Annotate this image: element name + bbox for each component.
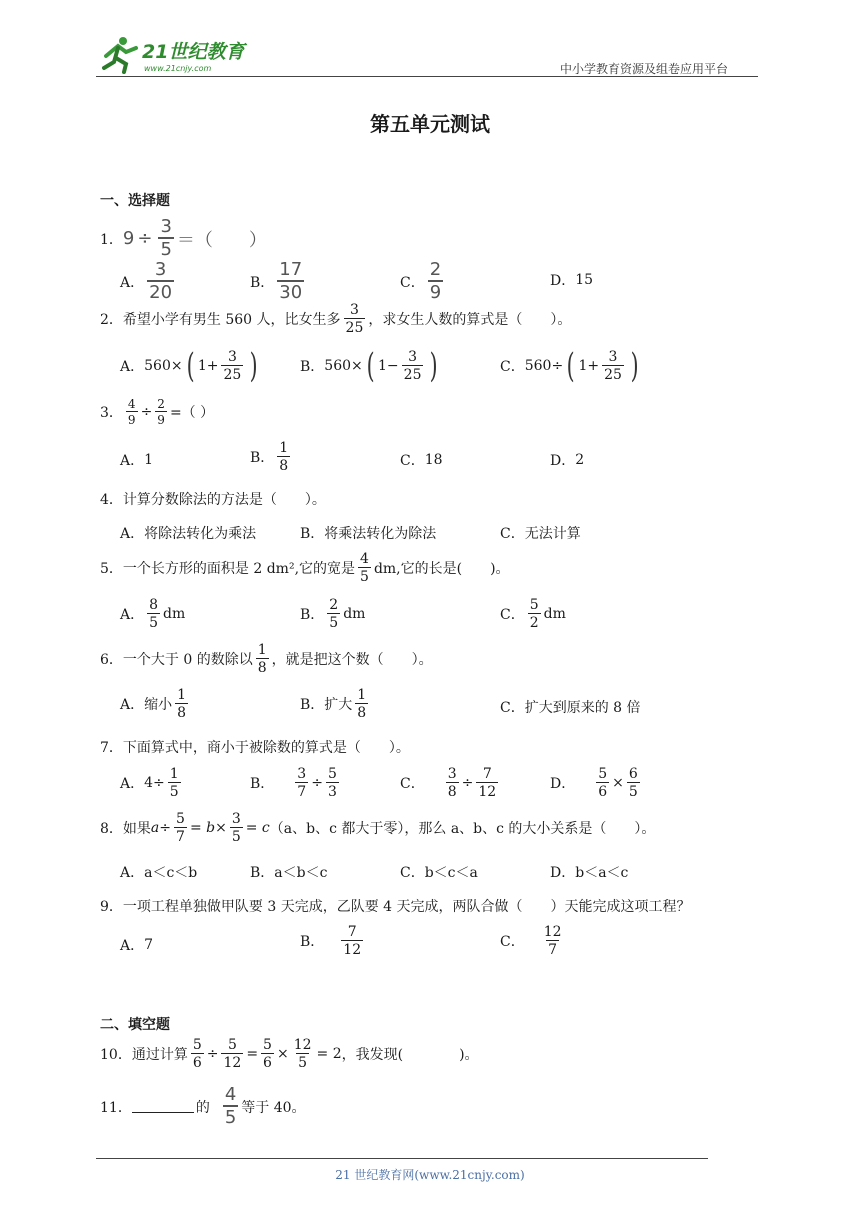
- q2-option-b[interactable]: B． 560× ( 1− $\frac{3}{25}$ ): [300, 346, 439, 386]
- question-2: 2．希望小学有男生 560 人，比女生多 $\frac{3}{25}$ ，求女生人数的算式是（ ）。: [100, 302, 572, 336]
- logo-text: 21世纪教育: [142, 41, 245, 63]
- question-5: 5．一个长方形的面积是 2 dm²,它的宽是 $\frac{4}{5}$ dm,它的长是( )。: [100, 551, 510, 585]
- question-7: 7．下面算式中，商小于被除数的算式是（ ）。: [100, 740, 410, 756]
- q6-option-a[interactable]: A． 缩小 $\frac{1}{8}$: [120, 687, 187, 721]
- q7-option-d[interactable]: D． $\frac{5}{6}$ × $\frac{6}{5}$: [550, 766, 638, 800]
- question-11: 11． 的 $\frac{4}{5}$ 等于 40。: [100, 1084, 306, 1128]
- question-9: 9．一项工程单独做甲队要 3 天完成，乙队要 4 天完成，两队合做（ ）天能完成这项工程？: [100, 899, 691, 915]
- q4-option-c[interactable]: C． 无法计算: [500, 526, 581, 542]
- q3-option-c[interactable]: C． 18: [400, 452, 443, 469]
- q1-option-b[interactable]: B． $\frac{17}{30}$: [250, 259, 303, 303]
- platform-label: 中小学教育资源及组卷应用平台: [560, 62, 729, 76]
- q9-option-c[interactable]: C． $\frac{12}{7}$: [500, 924, 562, 958]
- logo: [96, 34, 261, 74]
- q5-option-a[interactable]: A． $\frac{8}{5}$ dm: [120, 597, 186, 631]
- q4-option-a[interactable]: A． 将除法转化为乘法: [120, 526, 257, 542]
- q3-option-a[interactable]: A． 1: [120, 452, 154, 469]
- q9-option-a[interactable]: A． 7: [120, 937, 154, 954]
- q1-option-d[interactable]: D． 15: [550, 272, 594, 289]
- q5-option-c[interactable]: C． $\frac{5}{2}$ dm: [500, 597, 566, 631]
- q7-option-a[interactable]: A． 4÷ $\frac{1}{5}$: [120, 766, 179, 800]
- section-fill: 二、填空题: [100, 1017, 170, 1033]
- q6-option-b[interactable]: B． 扩大 $\frac{1}{8}$: [300, 687, 367, 721]
- answer-blank[interactable]: [132, 1100, 194, 1113]
- footer-text: 21 世纪教育网(www.21cnjy.com): [335, 1168, 525, 1182]
- page-title: 第五单元测试: [370, 112, 490, 136]
- logo-url: www.21cnjy.com: [144, 64, 212, 73]
- footer-divider: [96, 1158, 708, 1159]
- q7-option-b[interactable]: B． $\frac{3}{7}$ ÷ $\frac{5}{3}$: [250, 766, 337, 800]
- q4-option-b[interactable]: B． 将乘法转化为除法: [300, 526, 437, 542]
- q5-option-b[interactable]: B． $\frac{2}{5}$ dm: [300, 597, 366, 631]
- section-choice: 一、选择题: [100, 193, 170, 209]
- question-4: 4．计算分数除法的方法是（ ）。: [100, 492, 326, 508]
- header-divider: [96, 76, 758, 77]
- q2-option-a[interactable]: A． 560× ( 1+ $\frac{3}{25}$ ): [120, 346, 258, 386]
- question-6: 6．一个大于 0 的数除以 $\frac{1}{8}$ ，就是把这个数（ ）。: [100, 642, 433, 676]
- q8-option-a[interactable]: A． a＜c＜b: [120, 865, 198, 881]
- q6-option-c[interactable]: C． 扩大到原来的 8 倍: [500, 700, 641, 716]
- q1-option-a[interactable]: A． $\frac{3}{20}$: [120, 259, 173, 303]
- q9-option-b[interactable]: B． $\frac{7}{12}$: [300, 924, 362, 958]
- q2-option-c[interactable]: C． 560÷ ( 1+ $\frac{3}{25}$ ): [500, 346, 639, 386]
- question-10: 10．通过计算 $\frac{5}{6}$ ÷ $\frac{5}{12}$ = $\frac{5}{6}$ × $\frac{12}{5}$ = 2 ，我发现( )。: [100, 1037, 479, 1071]
- q3-option-b[interactable]: B． $\frac{1}{8}$: [250, 440, 289, 474]
- question-3: 3． $\frac{4}{9}$ ÷ $\frac{2}{9}$ =（ ）: [100, 397, 215, 427]
- q8-option-d[interactable]: D． b＜a＜c: [550, 865, 629, 881]
- q8-option-b[interactable]: B． a＜b＜c: [250, 865, 328, 881]
- q1-option-c[interactable]: C． $\frac{2}{9}$: [400, 259, 442, 303]
- question-8: 8．如果 a ÷ $\frac{5}{7}$ = b× $\frac{3}{5}$ = c （a、b、c 都大于零），那么 a、b、c 的大小关系是（ ）。: [100, 811, 656, 845]
- question-1: 1． 9 ÷ $\frac{3}{5}$ ＝（ ）: [100, 216, 267, 260]
- q8-option-c[interactable]: C． b＜c＜a: [400, 865, 478, 881]
- q3-option-d[interactable]: D． 2: [550, 452, 585, 469]
- q7-option-c[interactable]: C． $\frac{3}{8}$ ÷ $\frac{7}{12}$: [400, 766, 497, 800]
- runner-icon: [104, 37, 136, 72]
